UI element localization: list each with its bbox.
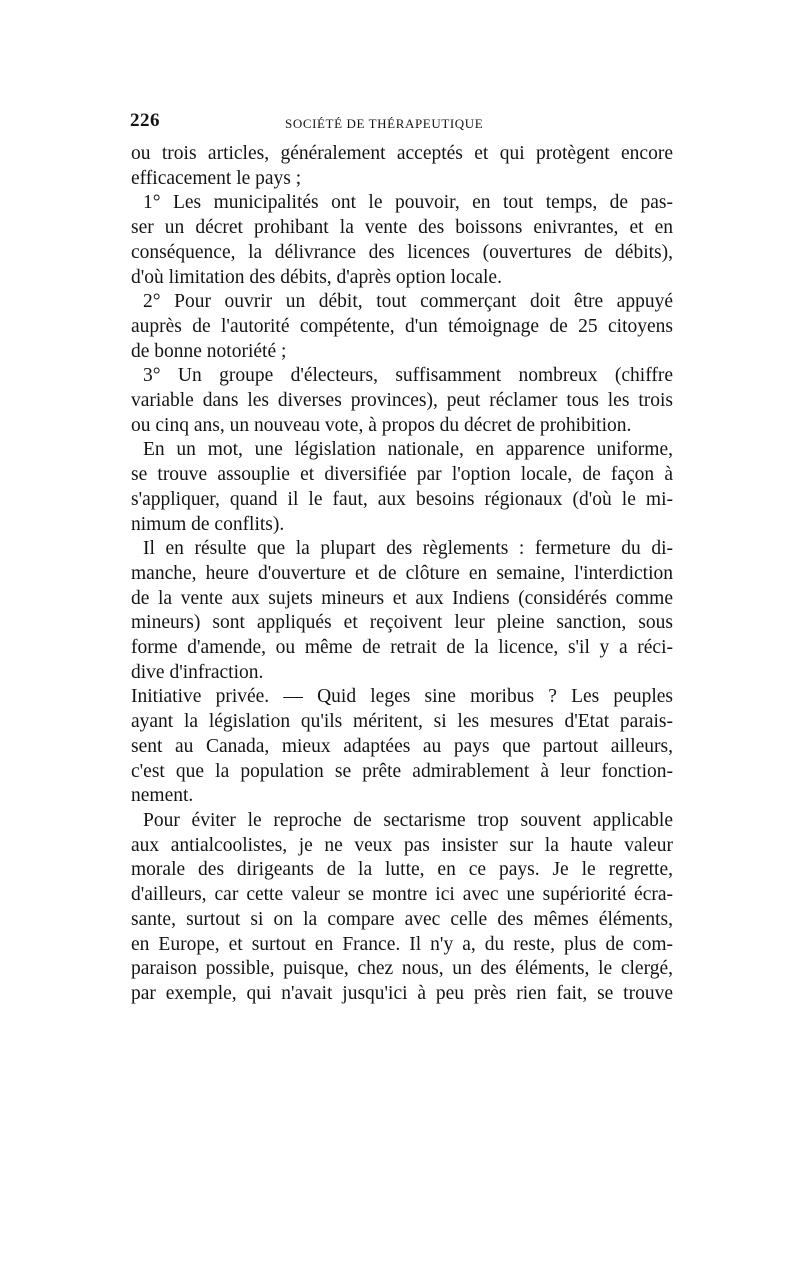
text-line: En un mot, une législation nationale, en apparence uniforme,	[143, 439, 673, 461]
text-line: ser un décret prohibant la vente des boissons enivrantes, et en	[131, 217, 673, 239]
text-line: ou trois articles, généralement acceptés et qui protègent encore	[131, 143, 673, 164]
text-line: paraison possible, puisque, chez nous, un des éléments, le clergé,	[131, 958, 673, 980]
text-line: en Europe, et surtout en France. Il n'y a, du reste, plus de com-	[131, 933, 673, 955]
paragraph-reglements	[131, 537, 673, 685]
text-line: Pour éviter le reproche de sectarisme trop souvent applicable	[143, 809, 673, 831]
page-header	[131, 100, 673, 140]
paragraph-sectarisme	[131, 809, 673, 1007]
text-line: efficacement le pays ;	[131, 167, 302, 189]
text-line: de la vente aux sujets mineurs et aux Indiens (considérés comme	[131, 587, 673, 609]
text-line: d'où limitation des débits, d'après option locale.	[131, 266, 502, 288]
text-line: s'appliquer, quand il le faut, aux besoins régionaux (d'où le mi-	[131, 488, 673, 510]
text-line: manche, heure d'ouverture et de clôture en semaine, l'interdiction	[131, 562, 673, 584]
text-line: 2° Pour ouvrir un débit, tout commerçant doit être appuyé	[143, 291, 673, 313]
book-page	[131, 100, 673, 1007]
text-line: sent au Canada, mieux adaptées au pays que partout ailleurs,	[131, 735, 673, 757]
text-line: 3° Un groupe d'électeurs, suffisamment nombreux (chiffre	[143, 365, 673, 387]
text-line: auprès de l'autorité compétente, d'un témoignage de 25 citoyens	[131, 315, 673, 337]
text-line: Initiative privée. — Quid leges sine moribus ? Les peuples	[131, 686, 673, 708]
text-line: Il en résulte que la plupart des règlements : fermeture du di-	[143, 538, 673, 560]
text-line: d'ailleurs, car cette valeur se montre ici avec une supériorité écra-	[131, 884, 673, 906]
text-line: variable dans les diverses provinces), peut réclamer tous les trois	[131, 390, 673, 412]
text-line: ou cinq ans, un nouveau vote, à propos du décret de prohibition.	[131, 414, 632, 436]
body-text	[131, 142, 673, 1007]
text-line: forme d'amende, ou même de retrait de la licence, s'il y a réci-	[131, 637, 673, 659]
text-line: dive d'infraction.	[131, 661, 264, 683]
text-line: sante, surtout si on la compare avec celle des mêmes éléments,	[131, 908, 673, 930]
text-line: conséquence, la délivrance des licences (ouvertures de débits),	[131, 241, 673, 263]
page-number: 226	[130, 110, 160, 131]
text-line: c'est que la population se prête admirablement à leur fonction-	[131, 760, 673, 782]
running-title: SOCIÉTÉ DE THÉRAPEUTIQUE	[285, 116, 484, 131]
text-line: morale des dirigeants de la lutte, en ce pays. Je le regrette,	[131, 859, 673, 881]
text-line: se trouve assouplie et diversifiée par l'option locale, de façon à	[131, 464, 673, 486]
paragraph-legislation	[131, 438, 673, 537]
text-line: de bonne notoriété ;	[131, 340, 287, 362]
text-line: aux antialcoolistes, je ne veux pas insister sur la haute valeur	[131, 834, 673, 856]
text-line: nimum de conflits).	[131, 513, 285, 535]
text-line: mineurs) sont appliqués et reçoivent leur pleine sanction, sous	[131, 612, 673, 634]
paragraph-item-1	[131, 191, 673, 290]
paragraph-initiative-privee	[131, 685, 673, 809]
text-line: ayant la législation qu'ils méritent, si les mesures d'Etat parais-	[131, 711, 673, 733]
paragraph-intro	[131, 142, 673, 191]
paragraph-item-2	[131, 290, 673, 364]
text-line: nement.	[131, 785, 194, 807]
text-line: 1° Les municipalités ont le pouvoir, en tout temps, de pas-	[143, 192, 673, 214]
paragraph-item-3	[131, 364, 673, 438]
text-line: par exemple, qui n'avait jusqu'ici à peu près rien fait, se trouve	[131, 982, 673, 1004]
